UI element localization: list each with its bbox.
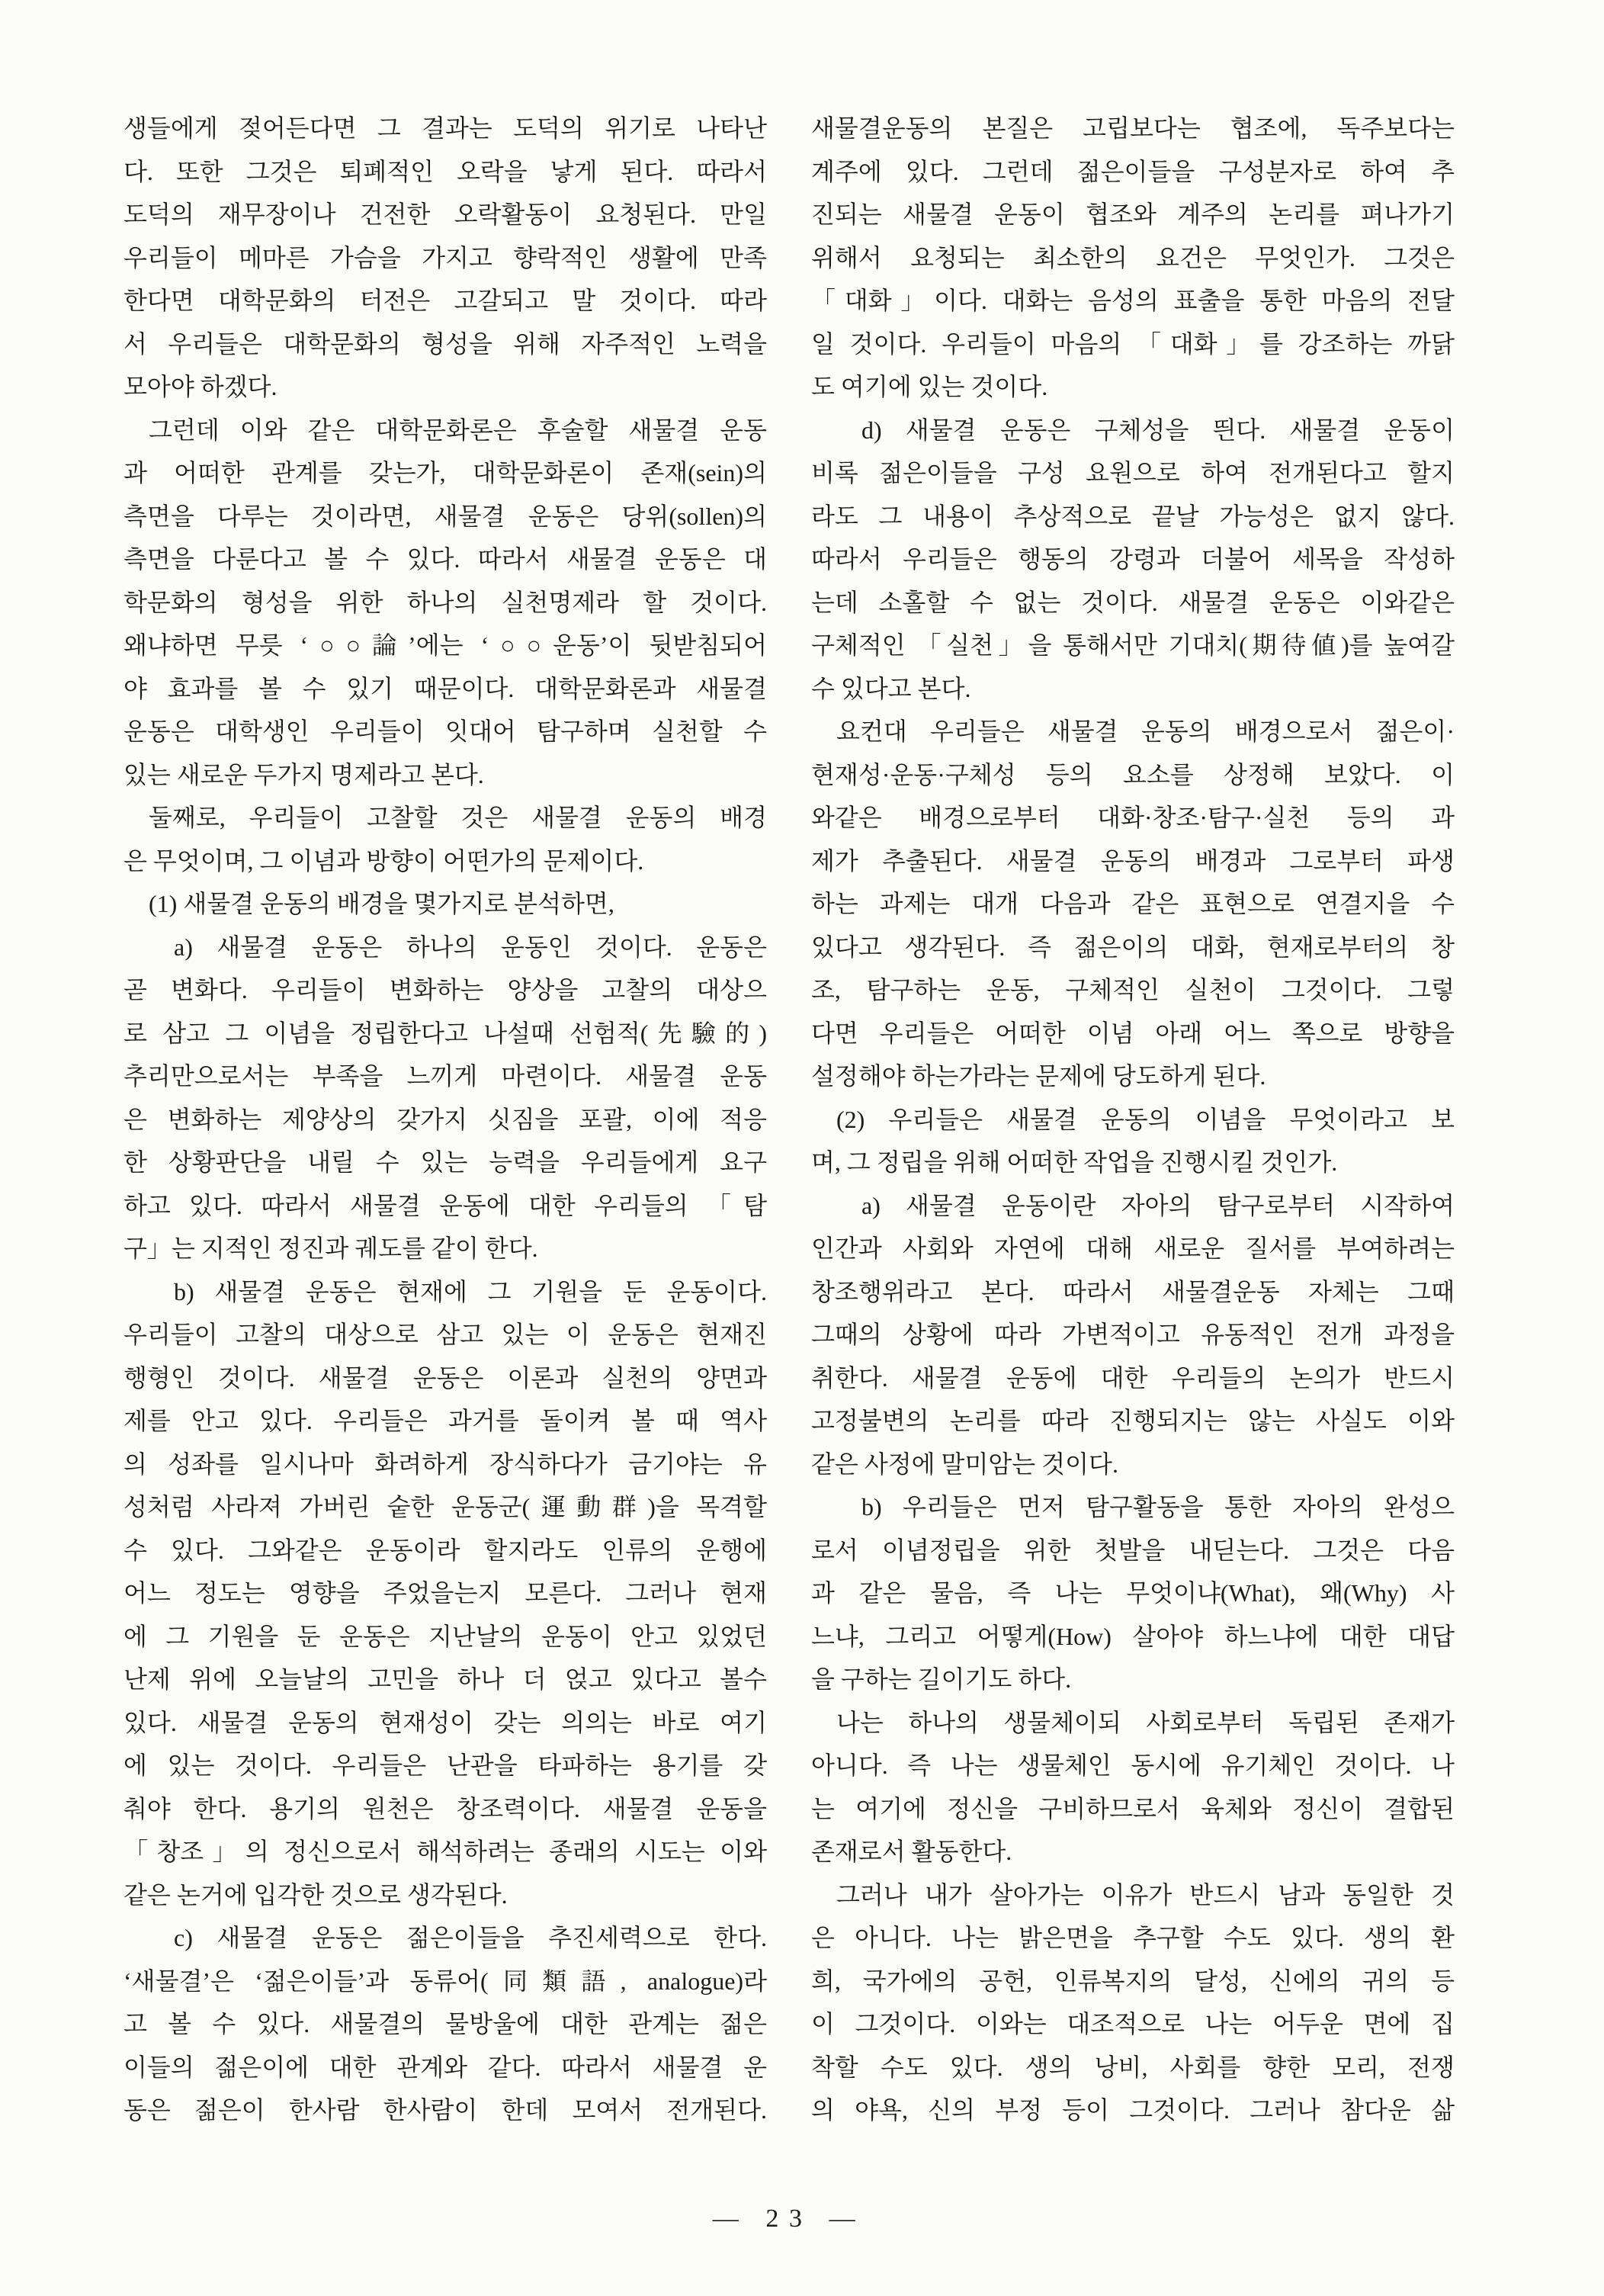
text-line: (2) 우리들은 새물결 운동의 이념을 무엇이라고 보 [836, 1105, 1455, 1133]
text-line: 추리만으로서는 부족을 느끼게 마련이다. 새물결 운동 [124, 1062, 767, 1090]
paragraph [124, 796, 767, 882]
text-line: 도 여기에 있는 것이다. [811, 373, 1048, 400]
text-line: 따라서 우리들은 행동의 강령과 더불어 세목을 작성하 [811, 545, 1455, 573]
text-line: 수 있다. 그와같은 운동이라 할지라도 인류의 운행에 [124, 1536, 767, 1564]
text-line: c) 새물결 운동은 젊은이들을 추진세력으로 한다. [174, 1924, 767, 1951]
text-line: 을 구하는 길이기도 하다. [811, 1665, 1072, 1693]
text-line: 서 우리들은 대학문화의 형성을 위해 자주적인 노력을 [124, 329, 767, 358]
text-line: 위해서 요청되는 최소한의 요건은 무엇인가. 그것은 [811, 243, 1455, 271]
text-line: 인간과 사회와 자연에 대해 새로운 질서를 부여하려는 [811, 1235, 1455, 1262]
paragraph [124, 409, 767, 797]
text-line: 운동은 대학생인 우리들이 잇대어 탐구하며 실천할 수 [124, 718, 767, 745]
text-line: d) 새물결 운동은 구체성을 띈다. 새물결 운동이 [861, 416, 1455, 444]
text-line: 설정해야 하는가라는 문제에 당도하게 된다. [811, 1062, 1266, 1090]
text-line: 도덕의 재무장이나 건전한 오락활동이 요청된다. 만일 [124, 201, 767, 228]
text-line: 의 성좌를 일시나마 화려하게 장식하다가 금기야는 유 [124, 1450, 767, 1478]
text-line: 은 변화하는 제양상의 갖가지 싯짐을 포괄, 이에 적응 [124, 1105, 767, 1133]
paragraph [124, 926, 767, 1270]
text-line: 계주에 있다. 그런데 젊은이들을 구성분자로 하여 추 [811, 157, 1455, 185]
text-line: b) 우리들은 먼저 탐구활동을 통한 자아의 완성으 [861, 1493, 1455, 1520]
text-line: 하는 과제는 대개 다음과 같은 표현으로 연결지을 수 [811, 890, 1455, 917]
paragraph [811, 1485, 1455, 1701]
text-line: 야 효과를 볼 수 있기 때문이다. 대학문화론과 새물결 [124, 674, 767, 702]
text-line: 취한다. 새물결 운동에 대한 우리들의 논의가 반드시 [811, 1363, 1455, 1392]
text-line: 고 볼 수 있다. 새물결의 물방울에 대한 관계는 젊은 [124, 2010, 767, 2037]
paragraph [811, 1701, 1455, 1874]
text-line: 있다고 생각된다. 즉 젊은이의 대화, 현재로부터의 창 [811, 933, 1455, 961]
text-line: 로서 이념정립을 위한 첫발을 내딛는다. 그것은 다음 [811, 1536, 1455, 1564]
text-line: 와같은 배경으로부터 대화·창조·탐구·실천 등의 과 [811, 804, 1455, 831]
text-line: 현재성·운동·구체성 등의 요소를 상정해 보았다. 이 [811, 760, 1455, 788]
text-line: 창조행위라고 본다. 따라서 새물결운동 자체는 그때 [811, 1277, 1455, 1305]
text-line: 구」는 지적인 정진과 궤도를 같이 한다. [124, 1235, 538, 1262]
text-line: 착할 수도 있다. 생의 낭비, 사회를 향한 모리, 전쟁 [811, 2053, 1455, 2081]
text-line: 는 여기에 정신을 구비하므로서 육체와 정신이 결합된 [811, 1794, 1455, 1822]
text-line: 느냐, 그리고 어떻게(How) 살아야 하느냐에 대한 대답 [811, 1622, 1455, 1650]
text-line: ‘새물결’은 ‘젊은이들’과 동류어(同類語, analogue)라 [124, 1967, 767, 1995]
text-line: 은 무엇이며, 그 이념과 방향이 어떤가의 문제이다. [124, 846, 644, 875]
text-line: 생들에게 젖어든다면 그 결과는 도덕의 위기로 나타난 [124, 114, 767, 142]
text-line: 그런데 이와 같은 대학문화론은 후술할 새물결 운동 [149, 416, 767, 444]
paragraph [124, 1916, 767, 2132]
paragraph [124, 882, 767, 926]
text-line: 성처럼 사라져 가버린 숱한 운동군(運動群)을 목격할 [124, 1493, 767, 1520]
text-line: 존재로서 활동한다. [811, 1838, 1012, 1865]
text-line: 조, 탐구하는 운동, 구체적인 실천이 그것이다. 그렇 [811, 976, 1455, 1003]
text-line: 동은 젊은이 한사람 한사람이 한데 모여서 전개된다. [124, 2096, 767, 2124]
text-line: 제를 안고 있다. 우리들은 과거를 돌이켜 볼 때 역사 [124, 1407, 767, 1434]
text-line: 요컨대 우리들은 새물결 운동의 배경으로서 젊은이· [836, 718, 1455, 745]
text-line: 측면을 다룬다고 볼 수 있다. 따라서 새물결 운동은 대 [124, 545, 767, 573]
paragraph [811, 107, 1455, 409]
text-line: 왜냐하면 무릇 ‘○○論’에는 ‘○○운동’이 뒷받침되어 [124, 631, 767, 659]
text-line: 는데 소홀할 수 없는 것이다. 새물결 운동은 이와같은 [811, 588, 1455, 616]
text-line: 한 상황판단을 내릴 수 있는 능력을 우리들에게 요구 [124, 1148, 767, 1176]
left-column [124, 107, 767, 2132]
text-line: 이 그것이다. 이와는 대조적으로 나는 어두운 면에 집 [811, 2010, 1455, 2037]
paragraph [811, 710, 1455, 1098]
text-line: 일 것이다. 우리들이 마음의 「대화」를 강조하는 까닭 [811, 329, 1455, 358]
page-number: — 23 — [712, 2204, 866, 2233]
text-line: 과 어떠한 관계를 갖는가, 대학문화론이 존재(sein)의 [124, 459, 767, 486]
text-line: 학문화의 형성을 위한 하나의 실천명제라 할 것이다. [124, 588, 767, 616]
text-line: 난제 위에 오늘날의 고민을 하나 더 얹고 있다고 볼수 [124, 1665, 767, 1693]
paragraph [811, 409, 1455, 711]
text-line: b) 새물결 운동은 현재에 그 기원을 둔 운동이다. [174, 1277, 767, 1305]
text-line: 아니다. 즉 나는 생물체인 동시에 유기체인 것이다. 나 [811, 1752, 1455, 1779]
text-line: a) 새물결 운동이란 자아의 탐구로부터 시작하여 [861, 1191, 1455, 1219]
text-line: 우리들이 고찰의 대상으로 삼고 있는 이 운동은 현재진 [124, 1321, 767, 1348]
text-line: 구체적인 「실천」을 통해서만 기대치(期待値)를 높여갈 [811, 631, 1455, 659]
paragraph [811, 1184, 1455, 1486]
text-line: 같은 논거에 입각한 것으로 생각된다. [124, 1880, 508, 1909]
text-line: 같은 사정에 말미암는 것이다. [811, 1450, 1118, 1478]
text-line: 에 있는 것이다. 우리들은 난관을 타파하는 용기를 갖 [124, 1752, 767, 1779]
text-line: 있는 새로운 두가지 명제라고 본다. [124, 760, 484, 788]
text-line: 있다. 새물결 운동의 현재성이 갖는 의의는 바로 여기 [124, 1708, 767, 1736]
text-line: 둘째로, 우리들이 고찰할 것은 새물결 운동의 배경 [149, 804, 767, 831]
text-line: 이들의 젊은이에 대한 관계와 같다. 따라서 새물결 운 [124, 2053, 767, 2081]
paragraph [811, 1098, 1455, 1184]
text-line: 모아야 하겠다. [124, 373, 277, 400]
text-line: 측면을 다루는 것이라면, 새물결 운동은 당위(sollen)의 [124, 502, 767, 530]
text-line: 희, 국가에의 공헌, 인류복지의 달성, 신에의 귀의 등 [811, 1967, 1455, 1995]
text-line: 고정불변의 논리를 따라 진행되지는 않는 사실도 이와 [811, 1407, 1455, 1434]
text-line: 며, 그 정립을 위해 어떠한 작업을 진행시킬 것인가. [811, 1148, 1338, 1176]
text-line: 그때의 상황에 따라 가변적이고 유동적인 전개 과정을 [811, 1321, 1455, 1348]
text-line: 로 삼고 그 이념을 정립한다고 나설때 선험적(先驗的) [124, 1019, 767, 1047]
right-column [811, 107, 1455, 2132]
text-line: 새물결운동의 본질은 고립보다는 협조에, 독주보다는 [811, 114, 1455, 142]
text-line: (1) 새물결 운동의 배경을 몇가지로 분석하면, [149, 890, 614, 917]
text-line: 한다면 대학문화의 터전은 고갈되고 말 것이다. 따라 [124, 287, 767, 314]
text-line: 나는 하나의 생물체이되 사회로부터 독립된 존재가 [836, 1708, 1455, 1736]
text-line: 하고 있다. 따라서 새물결 운동에 대한 우리들의 「탐 [124, 1191, 767, 1219]
paragraph [811, 1874, 1455, 2132]
text-line: 행형인 것이다. 새물결 운동은 이론과 실천의 양면과 [124, 1363, 767, 1392]
text-line: 어느 정도는 영향을 주었을는지 모른다. 그러나 현재 [124, 1579, 767, 1607]
text-line: 다. 또한 그것은 퇴폐적인 오락을 낳게 된다. 따라서 [124, 157, 767, 185]
text-line: 라도 그 내용이 추상적으로 끝날 가능성은 없지 않다. [811, 502, 1455, 530]
text-line: 과 같은 물음, 즉 나는 무엇이냐(What), 왜(Why) 사 [811, 1579, 1455, 1607]
text-line: 은 아니다. 나는 밝은면을 추구할 수도 있다. 생의 환 [811, 1924, 1455, 1951]
text-line: 곧 변화다. 우리들이 변화하는 양상을 고찰의 대상으 [124, 976, 767, 1003]
text-line: a) 새물결 운동은 하나의 운동인 것이다. 운동은 [174, 933, 767, 961]
text-line: 에 그 기원을 둔 운동은 지난날의 운동이 안고 있었던 [124, 1622, 767, 1650]
text-line: 수 있다고 본다. [811, 674, 971, 702]
text-line: 의 야욕, 신의 부정 등이 그것이다. 그러나 참다운 삶 [811, 2096, 1455, 2124]
text-line: 제가 추출된다. 새물결 운동의 배경과 그로부터 파생 [811, 846, 1455, 875]
paragraph [124, 107, 767, 409]
text-line: 진되는 새물결 운동이 협조와 계주의 논리를 펴나가기 [811, 201, 1455, 228]
text-line: 「대화」이다. 대화는 음성의 표출을 통한 마음의 전달 [811, 287, 1455, 314]
text-line: 다면 우리들은 어떠한 이념 아래 어느 쪽으로 방향을 [811, 1019, 1455, 1047]
text-line: 그러나 내가 살아가는 이유가 반드시 남과 동일한 것 [836, 1880, 1455, 1909]
text-line: 우리들이 메마른 가슴을 가지고 향락적인 생활에 만족 [124, 243, 767, 271]
text-line: 비록 젊은이들을 구성 요원으로 하여 전개된다고 할지 [811, 459, 1455, 486]
text-line: 춰야 한다. 용기의 원천은 창조력이다. 새물결 운동을 [124, 1794, 767, 1822]
text-line: 「창조」의 정신으로서 해석하려는 종래의 시도는 이와 [124, 1838, 767, 1865]
paragraph [124, 1270, 767, 1917]
